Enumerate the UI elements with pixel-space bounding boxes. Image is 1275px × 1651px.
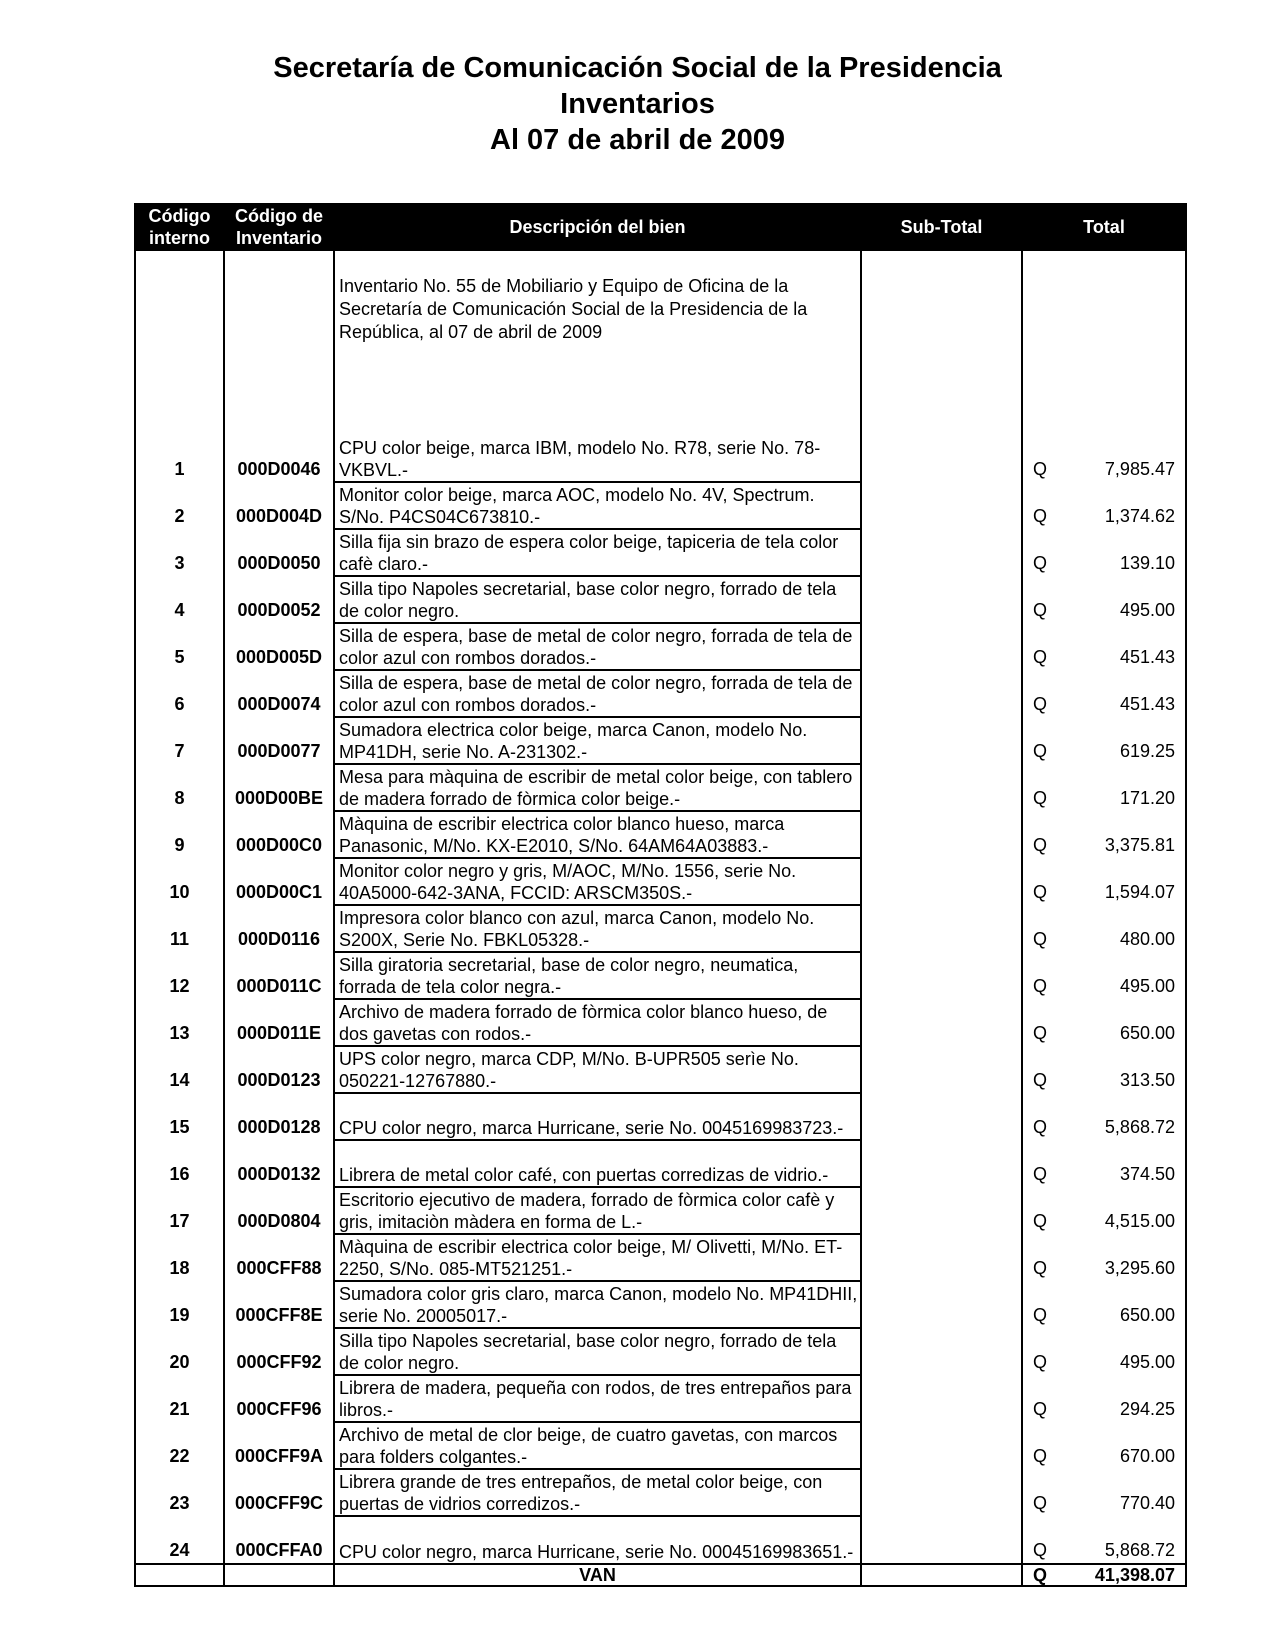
row-currency: Q [1033, 553, 1048, 573]
table-row [135, 482, 1186, 529]
row-description: Silla de espera, base de metal de color negro, forrada de tela de color azul con rombos dorados.- [334, 623, 861, 670]
table-row [135, 435, 1186, 482]
row-inventory-code: 000D00C0 [224, 811, 334, 858]
row-internal-code: 17 [135, 1187, 224, 1234]
footer-total-cell [1022, 1564, 1186, 1586]
table-row [135, 999, 1186, 1046]
row-inventory-code: 000D0074 [224, 670, 334, 717]
table-row [135, 811, 1186, 858]
table-row [135, 1281, 1186, 1328]
row-currency: Q [1033, 976, 1048, 996]
row-internal-code: 11 [135, 905, 224, 952]
footer-row [135, 1564, 1186, 1586]
row-internal-code: 18 [135, 1234, 224, 1281]
table-row [135, 764, 1186, 811]
row-subtotal [861, 1281, 1022, 1328]
row-inventory-code: 000D0132 [224, 1140, 334, 1187]
row-internal-code: 9 [135, 811, 224, 858]
row-inventory-code: 000CFF92 [224, 1328, 334, 1375]
row-total-cell [1022, 952, 1186, 999]
row-currency: Q [1033, 882, 1048, 902]
col-header-subtotal: Sub-Total [861, 203, 1022, 251]
row-description: Màquina de escribir electrica color beige, M/ Olivetti, M/No. ET-2250, S/No. 085-MT521251.- [334, 1234, 861, 1281]
row-subtotal [861, 952, 1022, 999]
row-subtotal [861, 811, 1022, 858]
row-internal-code: 24 [135, 1516, 224, 1564]
row-subtotal [861, 999, 1022, 1046]
document-header [0, 50, 1275, 158]
row-total: 451.43 [1119, 694, 1175, 714]
row-total-cell [1022, 811, 1186, 858]
row-subtotal [861, 670, 1022, 717]
row-total-cell [1022, 435, 1186, 482]
row-inventory-code: 000CFF96 [224, 1375, 334, 1422]
row-total-cell [1022, 1281, 1186, 1328]
row-total: 294.25 [1119, 1399, 1175, 1419]
row-internal-code: 10 [135, 858, 224, 905]
row-total: 451.43 [1119, 647, 1175, 667]
row-total-cell [1022, 1187, 1186, 1234]
table-row [135, 1516, 1186, 1564]
col-header-inventory-code: Código de Inventario [224, 203, 334, 251]
row-total-cell [1022, 1516, 1186, 1564]
row-total-cell [1022, 529, 1186, 576]
row-internal-code: 5 [135, 623, 224, 670]
row-inventory-code: 000D0116 [224, 905, 334, 952]
row-total: 313.50 [1119, 1070, 1175, 1090]
table-row [135, 858, 1186, 905]
row-currency: Q [1033, 647, 1048, 667]
row-subtotal [861, 435, 1022, 482]
row-description: Librera de madera, pequeña con rodos, de tres entrepaños para libros.- [334, 1375, 861, 1422]
row-inventory-code: 000D00BE [224, 764, 334, 811]
row-description: Silla tipo Napoles secretarial, base color negro, forrado de tela de color negro. [334, 576, 861, 623]
table-row [135, 1422, 1186, 1469]
row-subtotal [861, 1328, 1022, 1375]
row-inventory-code: 000D0046 [224, 435, 334, 482]
row-currency: Q [1033, 929, 1048, 949]
table-row [135, 1328, 1186, 1375]
row-total-cell [1022, 764, 1186, 811]
row-internal-code: 2 [135, 482, 224, 529]
row-total-cell [1022, 670, 1186, 717]
row-inventory-code: 000D00C1 [224, 858, 334, 905]
table-row [135, 1046, 1186, 1093]
row-description: CPU color negro, marca Hurricane, serie No. 00045169983651.- [334, 1516, 861, 1564]
row-currency: Q [1033, 1446, 1048, 1466]
row-description: Sumadora color gris claro, marca Canon, modelo No. MP41DHII, serie No. 20005017.- [334, 1281, 861, 1328]
row-inventory-code: 000D0050 [224, 529, 334, 576]
footer-currency: Q [1033, 1565, 1048, 1585]
table-row [135, 623, 1186, 670]
row-currency: Q [1033, 1305, 1048, 1325]
row-inventory-code: 000D0123 [224, 1046, 334, 1093]
row-currency: Q [1033, 741, 1048, 761]
row-internal-code: 7 [135, 717, 224, 764]
row-subtotal [861, 1516, 1022, 1564]
table-row [135, 1375, 1186, 1422]
table-row [135, 1469, 1186, 1516]
row-inventory-code: 000CFF8E [224, 1281, 334, 1328]
row-total-cell [1022, 1422, 1186, 1469]
row-subtotal [861, 482, 1022, 529]
row-internal-code: 1 [135, 435, 224, 482]
row-inventory-code: 000D0804 [224, 1187, 334, 1234]
row-total-cell [1022, 1140, 1186, 1187]
document-date: Al 07 de abril de 2009 [490, 124, 785, 156]
row-description: Sumadora electrica color beige, marca Canon, modelo No. MP41DH, serie No. A-231302.- [334, 717, 861, 764]
row-description: Archivo de madera forrado de fòrmica color blanco hueso, de dos gavetas con rodos.- [334, 999, 861, 1046]
row-subtotal [861, 905, 1022, 952]
row-total-cell [1022, 905, 1186, 952]
row-total: 770.40 [1119, 1493, 1175, 1513]
table-row [135, 905, 1186, 952]
table-row [135, 670, 1186, 717]
col-header-total: Total [1022, 203, 1186, 251]
row-internal-code: 23 [135, 1469, 224, 1516]
row-internal-code: 20 [135, 1328, 224, 1375]
row-total: 495.00 [1119, 976, 1175, 996]
row-total-cell [1022, 999, 1186, 1046]
row-description: Librera grande de tres entrepaños, de metal color beige, con puertas de vidrios corredizos.- [334, 1469, 861, 1516]
row-total: 495.00 [1119, 1352, 1175, 1372]
row-subtotal [861, 1234, 1022, 1281]
row-inventory-code: 000CFF9A [224, 1422, 334, 1469]
row-inventory-code: 000D0077 [224, 717, 334, 764]
footer-total: 41,398.07 [1094, 1565, 1175, 1585]
row-currency: Q [1033, 1211, 1048, 1231]
row-total: 495.00 [1119, 600, 1175, 620]
row-total-cell [1022, 1046, 1186, 1093]
row-total-cell [1022, 1234, 1186, 1281]
row-inventory-code: 000CFFA0 [224, 1516, 334, 1564]
row-total-cell [1022, 1375, 1186, 1422]
row-currency: Q [1033, 835, 1048, 855]
row-description: Silla tipo Napoles secretarial, base color negro, forrado de tela de color negro. [334, 1328, 861, 1375]
row-inventory-code: 000D011C [224, 952, 334, 999]
row-total: 650.00 [1119, 1305, 1175, 1325]
document-title: Inventarios [560, 88, 715, 120]
row-total-cell [1022, 1469, 1186, 1516]
row-currency: Q [1033, 788, 1048, 808]
row-internal-code: 14 [135, 1046, 224, 1093]
intro-text: Inventario No. 55 de Mobiliario y Equipo de Oficina de la Secretaría de Comunicación Social de la Presidencia de la República, al 07 de abril de 2009 [334, 251, 861, 435]
table-row [135, 952, 1186, 999]
row-total: 619.25 [1119, 741, 1175, 761]
row-total: 670.00 [1119, 1446, 1175, 1466]
row-description: UPS color negro, marca CDP, M/No. B-UPR505 serìe No. 050221-12767880.- [334, 1046, 861, 1093]
row-description: Archivo de metal de clor beige, de cuatro gavetas, con marcos para folders colgantes.- [334, 1422, 861, 1469]
row-internal-code: 8 [135, 764, 224, 811]
row-currency: Q [1033, 694, 1048, 714]
row-currency: Q [1033, 1399, 1048, 1419]
row-total: 5,868.72 [1104, 1540, 1175, 1560]
row-total: 7,985.47 [1104, 459, 1175, 479]
row-description: Impresora color blanco con azul, marca Canon, modelo No. S200X, Serie No. FBKL05328.- [334, 905, 861, 952]
row-currency: Q [1033, 1493, 1048, 1513]
row-internal-code: 22 [135, 1422, 224, 1469]
row-currency: Q [1033, 1352, 1048, 1372]
row-internal-code: 16 [135, 1140, 224, 1187]
row-total: 3,375.81 [1104, 835, 1175, 855]
row-total: 3,295.60 [1104, 1258, 1175, 1278]
table-header-row [135, 203, 1186, 251]
row-internal-code: 12 [135, 952, 224, 999]
row-description: Monitor color beige, marca AOC, modelo No. 4V, Spectrum. S/No. P4CS04C673810.- [334, 482, 861, 529]
row-total-cell [1022, 623, 1186, 670]
row-total: 1,374.62 [1104, 506, 1175, 526]
table-row [135, 1140, 1186, 1187]
row-description: Silla fija sin brazo de espera color beige, tapiceria de tela color cafè claro.- [334, 529, 861, 576]
row-inventory-code: 000D005D [224, 623, 334, 670]
row-subtotal [861, 1046, 1022, 1093]
row-total-cell [1022, 717, 1186, 764]
row-description: Silla giratoria secretarial, base de color negro, neumatica, forrada de tela color negra.- [334, 952, 861, 999]
col-header-internal-code: Código interno [135, 203, 224, 251]
table-row [135, 576, 1186, 623]
row-total: 139.10 [1119, 553, 1175, 573]
row-total-cell [1022, 576, 1186, 623]
row-description: CPU color negro, marca Hurricane, serie No. 0045169983723.- [334, 1093, 861, 1140]
row-subtotal [861, 764, 1022, 811]
row-subtotal [861, 529, 1022, 576]
table-row [135, 717, 1186, 764]
col-header-description: Descripción del bien [334, 203, 861, 251]
row-currency: Q [1033, 1540, 1048, 1560]
row-internal-code: 6 [135, 670, 224, 717]
row-inventory-code: 000D004D [224, 482, 334, 529]
table-row [135, 529, 1186, 576]
table-row [135, 1093, 1186, 1140]
row-subtotal [861, 858, 1022, 905]
row-total-cell [1022, 858, 1186, 905]
row-subtotal [861, 1422, 1022, 1469]
intro-row [135, 251, 1186, 435]
row-inventory-code: 000CFF88 [224, 1234, 334, 1281]
row-currency: Q [1033, 459, 1048, 479]
row-subtotal [861, 1375, 1022, 1422]
row-internal-code: 19 [135, 1281, 224, 1328]
row-total: 374.50 [1119, 1164, 1175, 1184]
row-subtotal [861, 623, 1022, 670]
row-total: 480.00 [1119, 929, 1175, 949]
footer-label: VAN [334, 1564, 861, 1586]
row-total: 1,594.07 [1104, 882, 1175, 902]
row-description: Mesa para màquina de escribir de metal color beige, con tablero de madera forrado de fòrmica color beige.- [334, 764, 861, 811]
row-total: 4,515.00 [1104, 1211, 1175, 1231]
row-total-cell [1022, 482, 1186, 529]
row-currency: Q [1033, 1117, 1048, 1137]
row-description: Librera de metal color café, con puertas corredizas de vidrio.- [334, 1140, 861, 1187]
row-total-cell [1022, 1328, 1186, 1375]
row-internal-code: 3 [135, 529, 224, 576]
row-inventory-code: 000CFF9C [224, 1469, 334, 1516]
row-inventory-code: 000D0128 [224, 1093, 334, 1140]
row-inventory-code: 000D011E [224, 999, 334, 1046]
row-currency: Q [1033, 1164, 1048, 1184]
table-row [135, 1187, 1186, 1234]
row-inventory-code: 000D0052 [224, 576, 334, 623]
inventory-table [134, 203, 1187, 1587]
row-subtotal [861, 1187, 1022, 1234]
row-subtotal [861, 1093, 1022, 1140]
row-description: Monitor color negro y gris, M/AOC, M/No. 1556, serie No. 40A5000-642-3ANA, FCCID: ARSCM350S.- [334, 858, 861, 905]
row-description: CPU color beige, marca IBM, modelo No. R78, serie No. 78-VKBVL.- [334, 435, 861, 482]
row-internal-code: 13 [135, 999, 224, 1046]
row-currency: Q [1033, 1070, 1048, 1090]
institution-title: Secretaría de Comunicación Social de la Presidencia [273, 52, 1002, 84]
row-internal-code: 4 [135, 576, 224, 623]
table-row [135, 1234, 1186, 1281]
row-subtotal [861, 717, 1022, 764]
row-internal-code: 21 [135, 1375, 224, 1422]
row-description: Màquina de escribir electrica color blanco hueso, marca Panasonic, M/No. KX-E2010, S/No. 64AM64A03883.- [334, 811, 861, 858]
row-total: 650.00 [1119, 1023, 1175, 1043]
row-internal-code: 15 [135, 1093, 224, 1140]
row-subtotal [861, 1469, 1022, 1516]
row-total: 5,868.72 [1104, 1117, 1175, 1137]
row-total-cell [1022, 1093, 1186, 1140]
row-currency: Q [1033, 1258, 1048, 1278]
row-currency: Q [1033, 506, 1048, 526]
row-currency: Q [1033, 600, 1048, 620]
row-currency: Q [1033, 1023, 1048, 1043]
row-subtotal [861, 1140, 1022, 1187]
row-subtotal [861, 576, 1022, 623]
row-description: Escritorio ejecutivo de madera, forrado de fòrmica color cafè y gris, imitaciòn màdera en forma de L.- [334, 1187, 861, 1234]
row-total: 171.20 [1119, 788, 1175, 808]
row-description: Silla de espera, base de metal de color negro, forrada de tela de color azul con rombos dorados.- [334, 670, 861, 717]
